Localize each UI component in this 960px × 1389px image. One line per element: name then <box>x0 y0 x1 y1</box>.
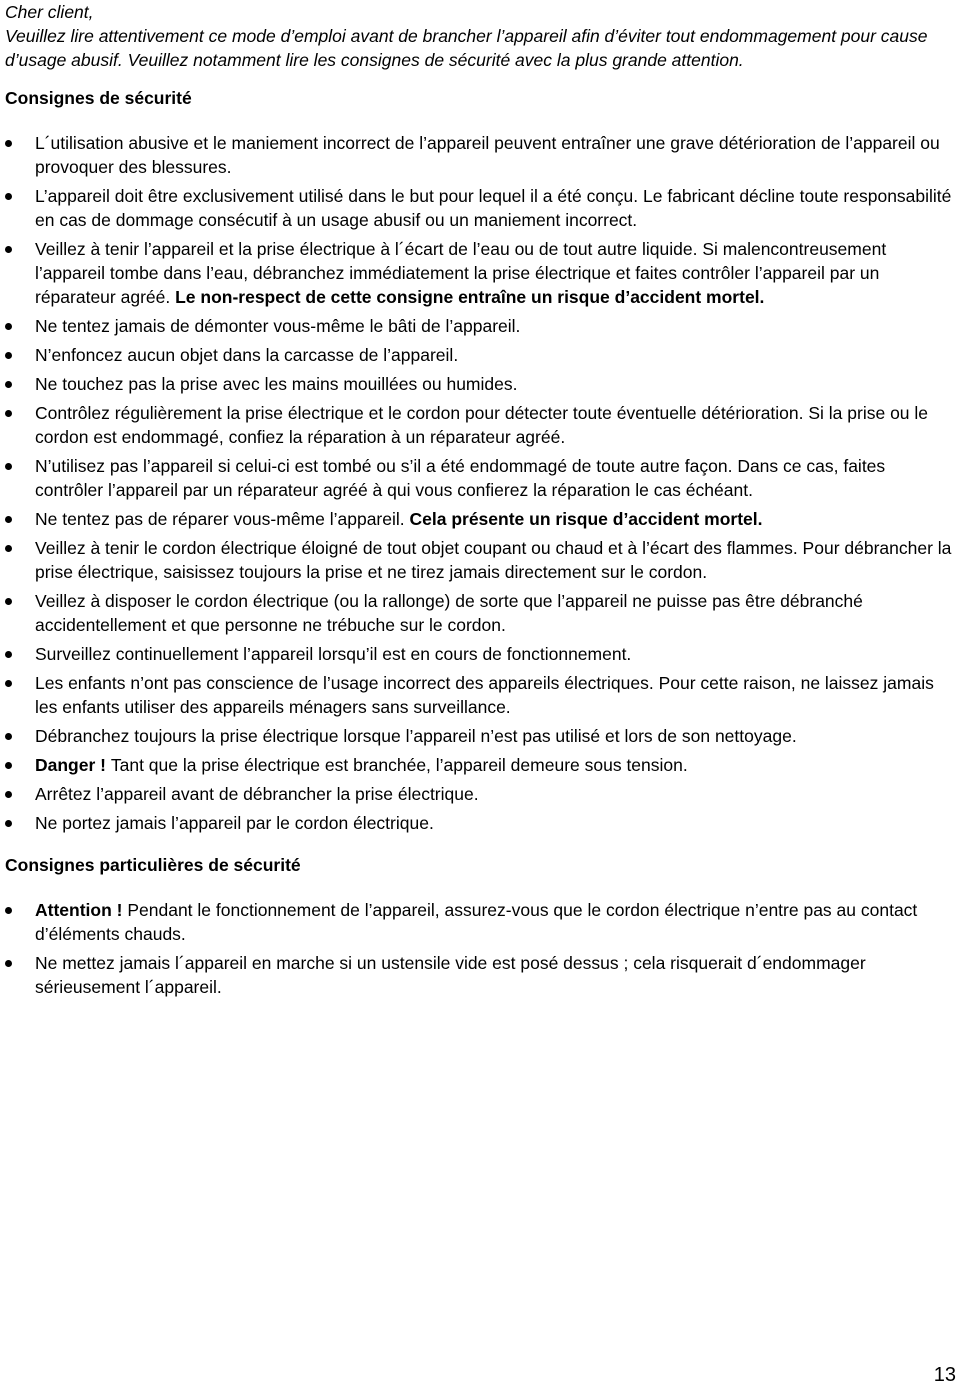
item-warning: Cela présente un risque d’accident mortel. <box>409 509 763 529</box>
list-item <box>5 343 957 367</box>
item-text: Pendant le fonctionnement de l’appareil, assurez-vous que le cordon électrique n’entre pas au contact d’éléments chauds. <box>35 900 918 944</box>
greeting: Cher client, <box>5 2 94 22</box>
list-item <box>5 507 957 531</box>
item-lead: Attention ! <box>35 900 128 920</box>
list-item <box>5 671 957 719</box>
safety-heading: Consignes de sécurité <box>5 88 192 108</box>
item-text: L´utilisation abusive et le maniement incorrect de l’appareil peuvent entraîner une grave détérioration de l’appareil ou provoquer des blessures. <box>35 133 940 177</box>
bullet-icon <box>5 516 12 523</box>
special-safety-heading: Consignes particulières de sécurité <box>5 855 301 875</box>
item-text: Tant que la prise électrique est branchée, l’appareil demeure sous tension. <box>110 755 688 775</box>
bullet-icon <box>5 323 12 330</box>
item-text: Ne tentez jamais de démonter vous-même le bâti de l’appareil. <box>35 316 521 336</box>
safety-list <box>5 131 957 835</box>
list-item <box>5 811 957 835</box>
page-number: 13 <box>933 1364 956 1386</box>
intro-block <box>5 0 957 72</box>
bullet-icon <box>5 791 12 798</box>
intro-text: Veuillez lire attentivement ce mode d’emploi avant de brancher l’appareil afin d’éviter tout endommagement pour cause d’usage abusif. Veuillez notamment lire les consignes de sécurité avec la plus grande attention. <box>5 26 928 70</box>
item-text: Surveillez continuellement l’appareil lorsqu’il est en cours de fonctionnement. <box>35 644 632 664</box>
special-safety-list <box>5 898 957 999</box>
list-item <box>5 589 957 637</box>
list-item <box>5 642 957 666</box>
item-text: Veillez à tenir le cordon électrique éloigné de tout objet coupant ou chaud et à l’écart des flammes. Pour débrancher la prise électrique, saisissez toujours la prise et ne tirez jamais directement sur le cordon. <box>35 538 952 582</box>
bullet-icon <box>5 820 12 827</box>
bullet-icon <box>5 545 12 552</box>
item-text: L’appareil doit être exclusivement utilisé dans le but pour lequel il a été conçu. Le fabricant décline toute responsabilité en cas de dommage consécutif à un usage abusif ou un maniement incorrect. <box>35 186 952 230</box>
bullet-icon <box>5 651 12 658</box>
bullet-icon <box>5 907 12 914</box>
bullet-icon <box>5 410 12 417</box>
bullet-icon <box>5 193 12 200</box>
bullet-icon <box>5 246 12 253</box>
bullet-icon <box>5 140 12 147</box>
item-warning: Le non-respect de cette consigne entraîne un risque d’accident mortel. <box>175 287 765 307</box>
item-text: N’utilisez pas l’appareil si celui-ci est tombé ou s’il a été endommagé de toute autre façon. Dans ce cas, faites contrôler l’appareil par un réparateur agréé à qui vous confierez la réparation le cas échéant. <box>35 456 886 500</box>
list-item <box>5 372 957 396</box>
list-item <box>5 753 957 777</box>
list-item <box>5 782 957 806</box>
bullet-icon <box>5 733 12 740</box>
list-item <box>5 951 957 999</box>
list-item <box>5 314 957 338</box>
bullet-icon <box>5 762 12 769</box>
item-text: Ne portez jamais l’appareil par le cordon électrique. <box>35 813 434 833</box>
item-text: Ne tentez pas de réparer vous-même l’appareil. <box>35 509 410 529</box>
list-item <box>5 898 957 946</box>
item-text: Arrêtez l’appareil avant de débrancher la prise électrique. <box>35 784 479 804</box>
bullet-icon <box>5 598 12 605</box>
list-item <box>5 724 957 748</box>
item-text: Ne mettez jamais l´appareil en marche si un ustensile vide est posé dessus ; cela risquerait d´endommager sérieusement l´appareil. <box>35 953 866 997</box>
item-text: Les enfants n’ont pas conscience de l’usage incorrect des appareils électriques. Pour cette raison, ne laissez jamais les enfants utiliser des appareils ménagers sans surveillance. <box>35 673 934 717</box>
list-item <box>5 401 957 449</box>
manual-page <box>5 0 957 1004</box>
list-item <box>5 131 957 179</box>
item-lead: Danger ! <box>35 755 111 775</box>
list-item <box>5 454 957 502</box>
bullet-icon <box>5 352 12 359</box>
item-text: Veillez à tenir l’appareil et la prise électrique à l´écart de l’eau ou de tout autre liquide. Si malencontreusement l’appareil tombe dans l’eau, débranchez immédiatement la prise électrique et faites contrôler l’appareil par un réparateur agréé. <box>35 239 887 307</box>
item-text: Veillez à disposer le cordon électrique (ou la rallonge) de sorte que l’appareil ne puisse pas être débranché accidentellement et que personne ne trébuche sur le cordon. <box>35 591 863 635</box>
item-text: N’enfoncez aucun objet dans la carcasse de l’appareil. <box>35 345 459 365</box>
item-text: Débranchez toujours la prise électrique lorsque l’appareil n’est pas utilisé et lors de son nettoyage. <box>35 726 797 746</box>
bullet-icon <box>5 381 12 388</box>
item-text: Contrôlez régulièrement la prise électrique et le cordon pour détecter toute éventuelle détérioration. Si la prise ou le cordon est endommagé, confiez la réparation à un réparateur agréé. <box>35 403 929 447</box>
list-item <box>5 237 957 309</box>
bullet-icon <box>5 463 12 470</box>
bullet-icon <box>5 960 12 967</box>
item-text: Ne touchez pas la prise avec les mains mouillées ou humides. <box>35 374 518 394</box>
bullet-icon <box>5 680 12 687</box>
list-item <box>5 536 957 584</box>
list-item <box>5 184 957 232</box>
